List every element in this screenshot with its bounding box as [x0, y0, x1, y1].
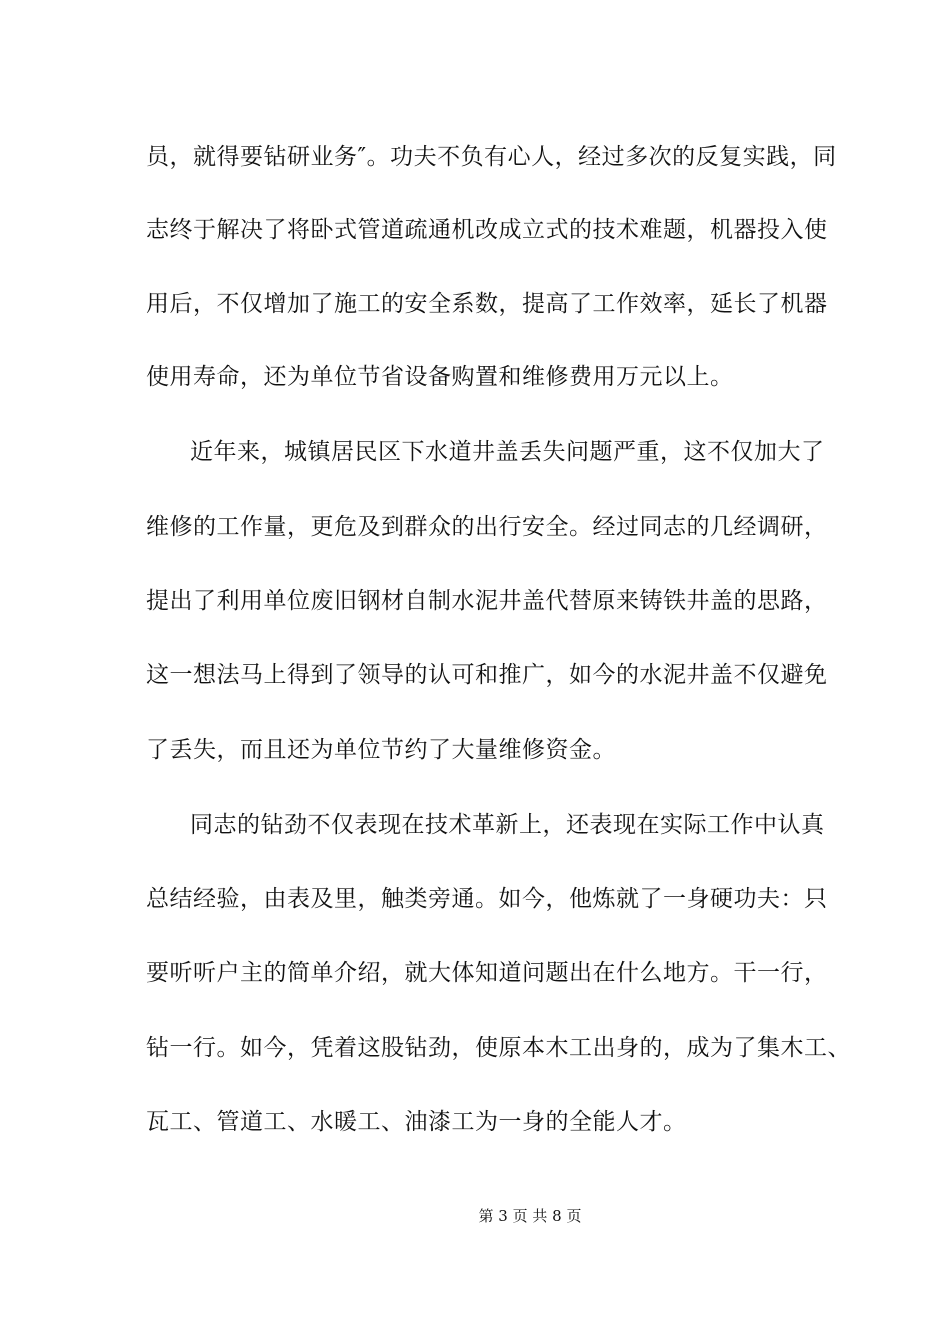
text-line-8: 这一想法马上得到了领导的认可和推广，如今的水泥井盖不仅避免: [146, 662, 828, 688]
text-line-10: 同志的钻劲不仅表现在技术革新上，还表现在实际工作中认真: [190, 812, 825, 838]
text-line-14: 瓦工、管道工、水暖工、油漆工为一身的全能人才。: [146, 1109, 687, 1135]
page-footer: 第 3 页 共 8 页: [478, 1207, 582, 1225]
text-line-7: 提出了利用单位废旧钢材自制水泥井盖代替原来铸铁井盖的思路，: [146, 588, 828, 614]
text-line-3: 用后，不仅增加了施工的安全系数，提高了工作效率，延长了机器: [146, 291, 828, 317]
text-line-4: 使用寿命，还为单位节省设备购置和维修费用万元以上。: [146, 364, 734, 390]
text-line-9: 了丢失，而且还为单位节约了大量维修资金。: [146, 737, 616, 763]
text-line-11: 总结经验，由表及里，触类旁通。如今，他炼就了一身硬功夫：只: [146, 886, 828, 912]
text-line-12: 要听听户主的简单介绍，就大体知道问题出在什么地方。干一行，: [146, 960, 828, 986]
text-line-6: 维修的工作量，更危及到群众的出行安全。经过同志的几经调研，: [146, 514, 828, 540]
text-line-1: 员，就得要钻研业务″。功夫不负有心人，经过多次的反复实践，同: [146, 144, 837, 170]
text-line-13: 钻一行。如今，凭着这股钻劲，使原本木工出身的，成为了集木工、: [146, 1035, 851, 1061]
text-line-2: 志终于解决了将卧式管道疏通机改成立式的技术难题，机器投入使: [146, 217, 828, 243]
text-line-5: 近年来，城镇居民区下水道井盖丢失问题严重，这不仅加大了: [190, 439, 825, 465]
